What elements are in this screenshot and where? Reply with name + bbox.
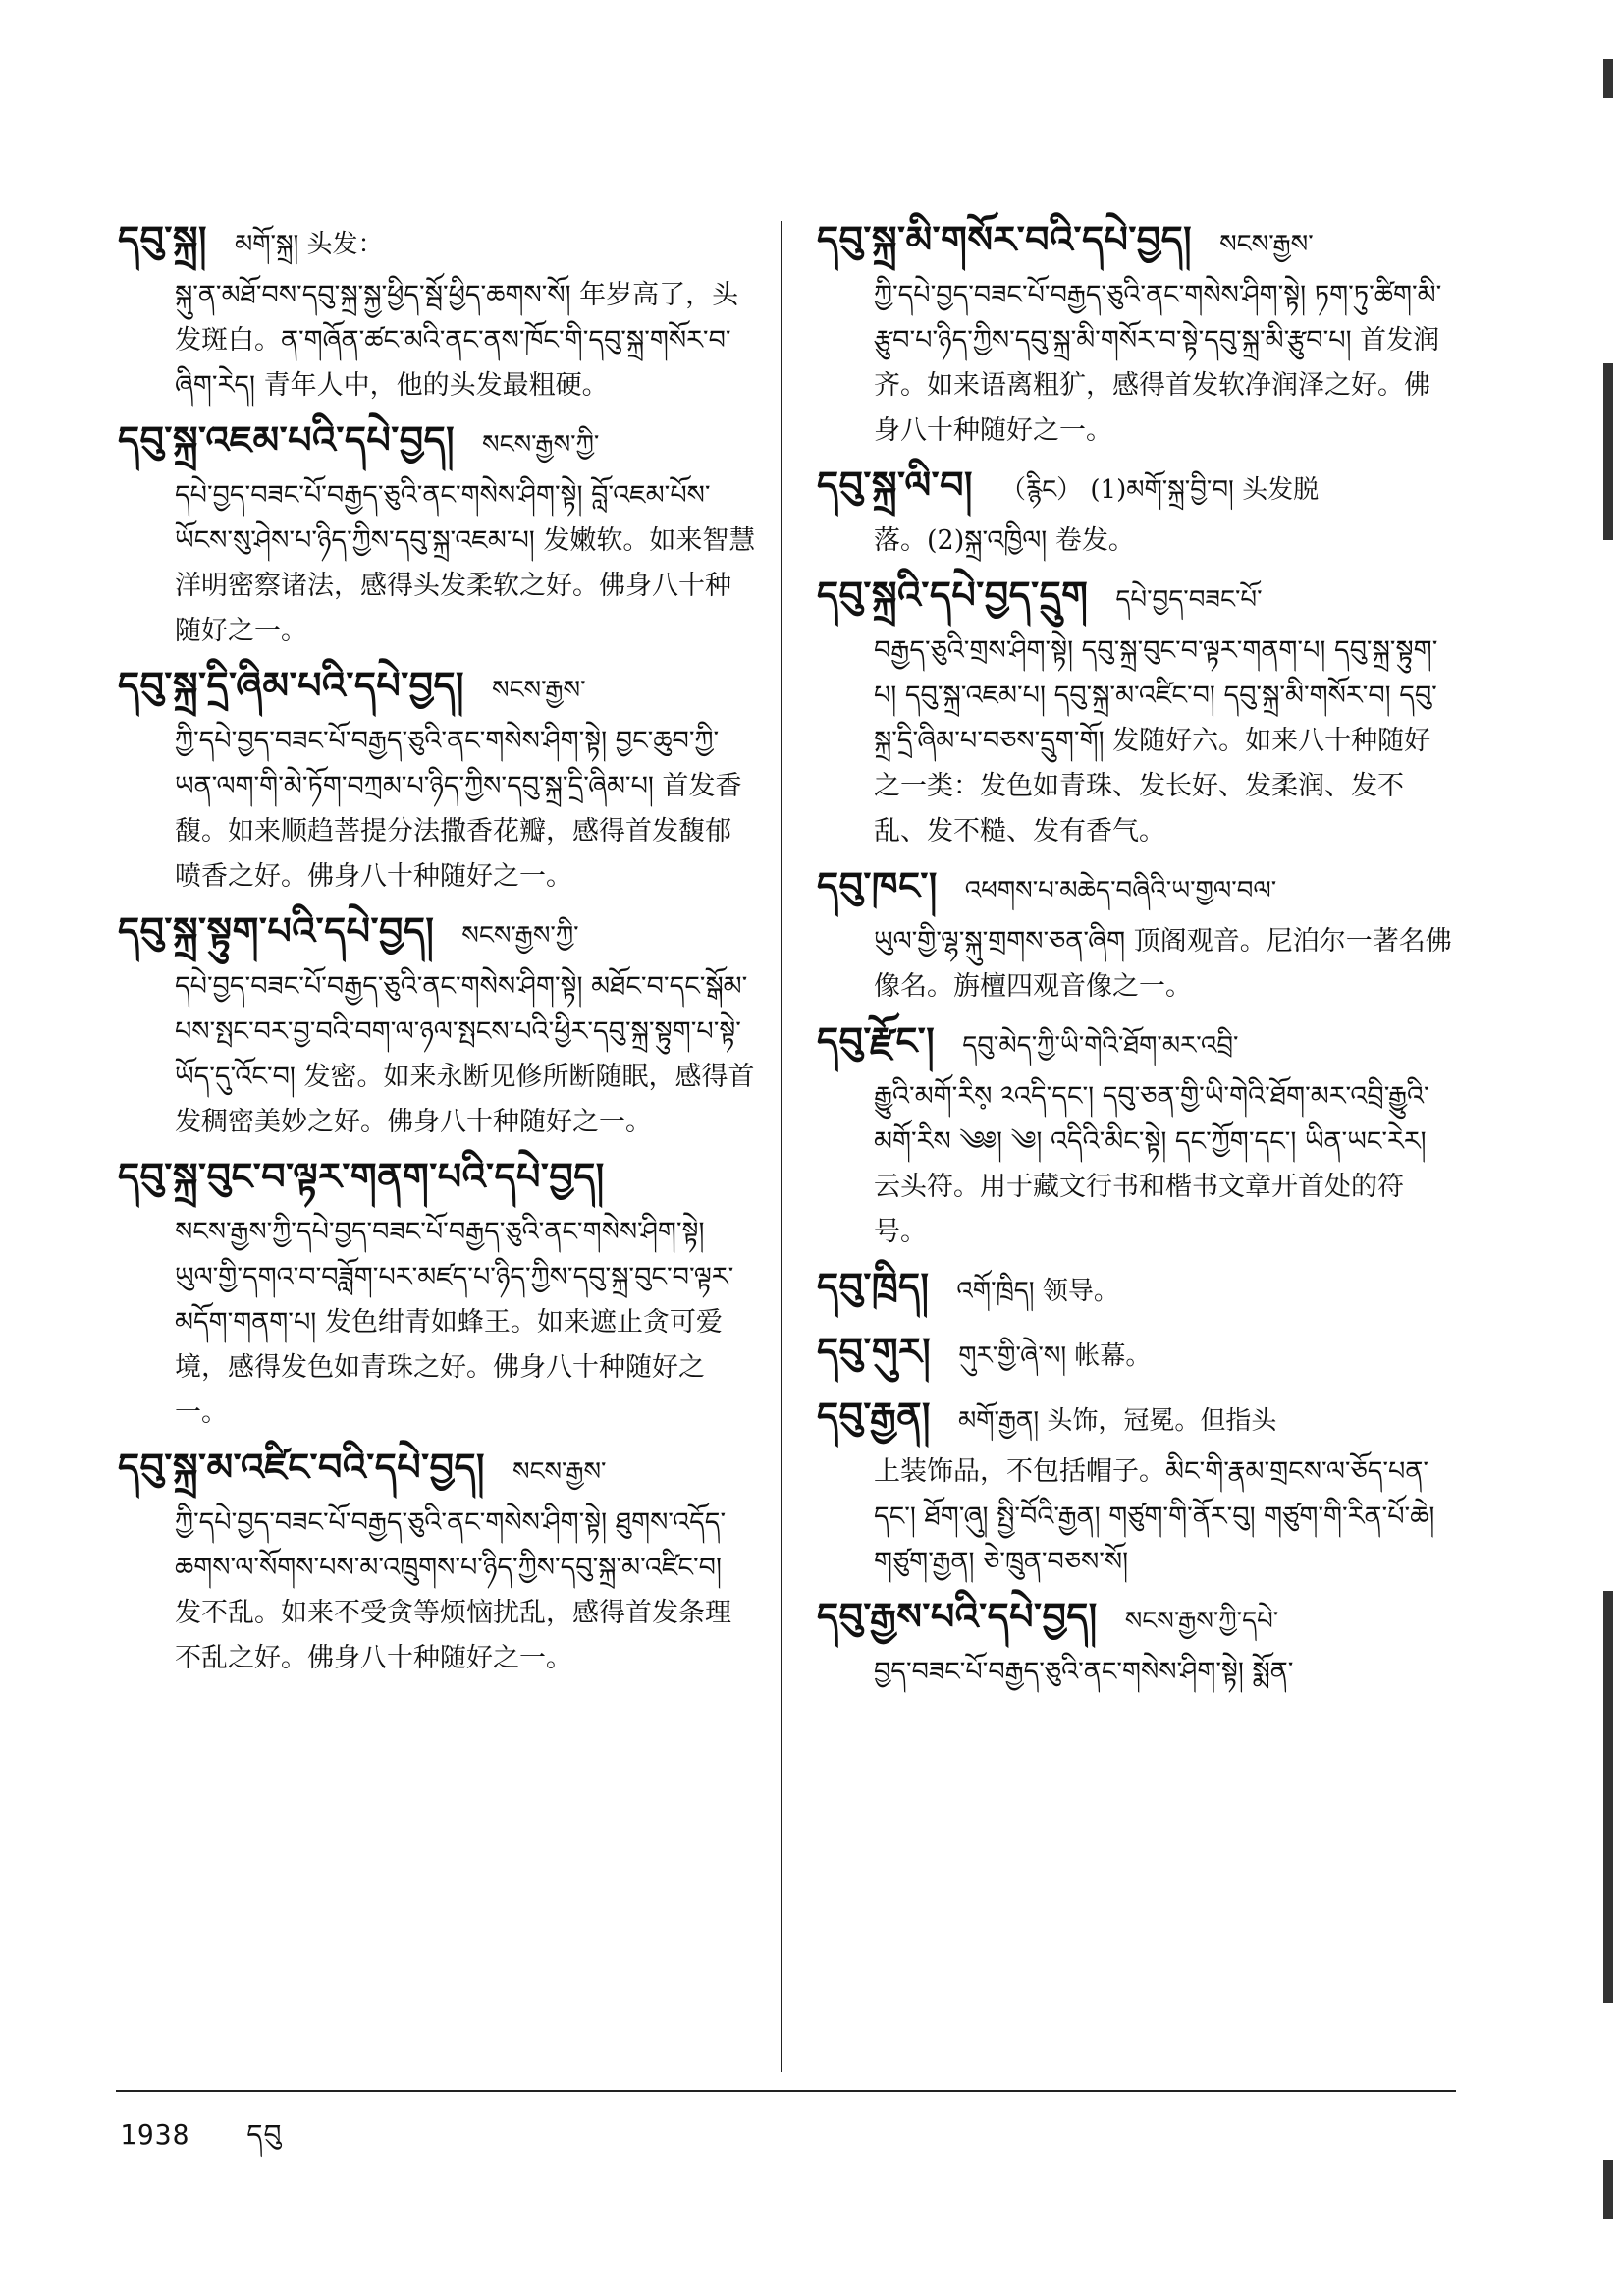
column-divider <box>781 221 782 2072</box>
entry <box>817 570 1455 854</box>
entry-body: 落。(2)སྐྲ་འཁྱིལ། 卷发。 <box>874 525 1135 556</box>
entry-gloss: འཕགས་པ་མཆེད་བཞིའི་ཡ་གྱལ་བལ་ <box>964 876 1277 905</box>
entry-body: 上装饰品，不包括帽子。མིང་གི་རྣམ་གྲངས་ལ་ཅོད་པན་དང་། ཐོག་ཞུ། སྤྱི་བོའི་རྒྱན། གཙུག་གི་ནོར་བུ། གཙུག་གི་རིན་པོ་ཆེ། གཙུག་རྒྱན། ཅེ་ཁྲུན་བཅས་སོ། <box>874 1456 1435 1577</box>
headword: དབུ་སྐྲ། <box>118 217 207 261</box>
entry <box>817 1326 1455 1385</box>
entry-body: དཔེ་བྱད་བཟང་པོ་བརྒྱད་ཅུའི་ནང་གསེས་ཤིག་སྟེ། བློ་འཇམ་པོས་ཡོངས་སུ་ཤེས་པ་ཉིད་ཀྱིས་དབུ་སྐྲ་འཇམ་པ། 发嫩软。如来智慧洋明密察诸法，感得头发柔软之好。佛身八十种随好之一。 <box>175 480 756 646</box>
entry-gloss: （རྙིང） (1)མགོ་སྐྲ་བྱི་བ། 头发脱 <box>999 475 1320 505</box>
entry-gloss: སངས་རྒྱས་ <box>491 676 586 705</box>
entry <box>118 414 756 654</box>
entry-gloss: སངས་རྒྱས་ཀྱི་དཔེ་ <box>1124 1607 1279 1636</box>
headword: དབུ་སྐྲ་སྟུག་པའི་དཔེ་བྱད། <box>118 908 435 953</box>
entry <box>118 905 756 1145</box>
entry <box>817 1591 1455 1695</box>
headword: དབུ་ཁྲིད། <box>817 1264 930 1308</box>
entry <box>118 660 756 900</box>
entry <box>817 214 1455 454</box>
headword: དབུ་སྐྲ་བུང་བ་ལྟར་གནག་པའི་དཔེ་བྱད། <box>118 1154 605 1198</box>
entry-gloss: འགོ་ཁྲིད། 领导。 <box>956 1277 1119 1306</box>
entry <box>817 1261 1455 1320</box>
page-number: 1938 <box>120 2118 190 2151</box>
entry <box>118 1151 756 1436</box>
entry <box>118 214 756 409</box>
entry <box>817 1015 1455 1255</box>
headword: དབུ་རྫོང་། <box>817 1018 936 1063</box>
entry-gloss: མགོ་སྐྲ། 头发： <box>234 230 384 259</box>
entry-gloss: གུར་གྱི་ཞེ་ས། 帐幕。 <box>958 1341 1152 1371</box>
entry-body: བརྒྱད་ཅུའི་གྲས་ཤིག་སྟེ། དབུ་སྐྲ་བུང་བ་ལྟར་གནག་པ། དབུ་སྐྲ་སྟུག་པ། དབུ་སྐྲ་འཇམ་པ། དབུ་སྐྲ་མ་འཛིང་བ། དབུ་སྐྲ་མི་གསོར་བ། དབུ་སྐྲ་དྲི་ཞིམ་པ་བཅས་དྲུག་གོ། 发随好六。如来八十种随好之一类：发色如青珠、发长好、发柔润、发不乱、发不糙、发有香气。 <box>874 635 1438 847</box>
entry-body: རྒྱུའི་མགོ་རིས༷ ༢འདི་དང་། དབུ་ཅན་གྱི་ཡི་གེའི་ཐོག་མར་འབྲི་རྒྱུའི་མགོ་རིས ༄༅། ༄། འདིའི་མིང་སྟེ། དང་ཀྱོག་དང་། ཡིན་ཡང་རེར། 云头符。用于藏文行书和楷书文章开首处的符号。 <box>874 1081 1429 1247</box>
headword: དབུ་ཁང་། <box>817 863 938 907</box>
left-column <box>118 214 756 1687</box>
entry-body: དཔེ་བྱད་བཟང་པོ་བརྒྱད་ཅུའི་ནང་གསེས་ཤིག་སྟེ། མཐོང་བ་དང་སྒོམ་པས་སྤང་བར་བྱ་བའི་བག་ལ་ཉལ་སྤངས་པའི་ཕྱིར་དབུ་སྐྲ་སྟུག་པ་སྟེ་ཡོད་དུ་འོང་བ། 发密。如来永断见修所断随眠，感得首发稠密美妙之好。佛身八十种随好之一。 <box>175 971 755 1137</box>
entry-gloss: དབུ་མེད་ཀྱི་ཡི་གེའི་ཐོག་མར་འབྲི་ <box>962 1031 1239 1061</box>
entry <box>118 1442 756 1681</box>
entry-gloss: སངས་རྒྱས་ཀྱི་ <box>482 430 600 460</box>
right-column <box>817 214 1455 1701</box>
footer-rule <box>116 2090 1456 2092</box>
headword: དབུ་སྐྲ་མི་གསོར་བའི་དཔེ་བྱད། <box>817 217 1193 261</box>
entry-body: ཀྱི་དཔེ་བྱད་བཟང་པོ་བརྒྱད་ཅུའི་ནང་གསེས་ཤིག་སྟེ། ཏག་ཏུ་ཚིག་མི་རྩུབ་པ་ཉིད་ཀྱིས་དབུ་སྐྲ་མི་གསོར་བ་སྟེ་དབུ་སྐྲ་མི་རྩུབ་པ། 首发润齐。如来语离粗犷，感得首发软净润泽之好。佛身八十种随好之一。 <box>874 280 1442 446</box>
headword: དབུ་སྐྲ་དྲི་ཞིམ་པའི་དཔེ་བྱད། <box>118 663 464 707</box>
headword: དབུ་རྒྱན། <box>817 1394 931 1438</box>
entry-body: སངས་རྒྱས་ཀྱི་དཔེ་བྱད་བཟང་པོ་བརྒྱད་ཅུའི་ནང་གསེས་ཤིག་སྟེ། ཡུལ་གྱི་དགའ་བ་བཟློག་པར་མཛད་པ་ཉིད་ཀྱིས་དབུ་སྐྲ་བུང་བ་ལྟར་མདོག་གནག་པ། 发色绀青如蜂王。如来遮止贪可爱境，感得发色如青珠之好。佛身八十种随好之一。 <box>175 1217 734 1428</box>
headword: དབུ་རྒྱས་པའི་དཔེ་བྱད། <box>817 1594 1098 1638</box>
entry-gloss: སངས་རྒྱས་ <box>512 1457 607 1487</box>
headword: དབུ་སྐྲ་ལི་བ། <box>817 463 973 507</box>
scan-edge-marks <box>1597 0 1617 2296</box>
page-footer <box>120 2104 282 2181</box>
entry <box>817 1391 1455 1585</box>
headword: དབུ་སྐྲ་མ་འཛིང་བའི་དཔེ་བྱད། <box>118 1445 485 1489</box>
entry-gloss: མགོ་རྒྱན། 头饰，冠冕。但指头 <box>957 1406 1277 1436</box>
entry-body: སྐུ་ན་མཐོ་བས་དབུ་སྐྲ་སྐྱ་ཕྱིད་སྦོ་ཕྱིད་ཆགས་སོ། 年岁高了，头发斑白。ན་གཞོན་ཚང་མའི་ནང་ནས་ཁོང་གི་དབུ་སྐྲ་གསོར་བ་ཞིག་རེད། 青年人中，他的头发最粗硬。 <box>175 280 739 401</box>
entry-gloss: སངས་རྒྱས་ཀྱི་ <box>461 921 579 951</box>
entry-gloss: དཔེ་བྱད་བཟང་པོ་ <box>1115 585 1263 615</box>
entry-body: བྱད་བཟང་པོ་བརྒྱད་ཅུའི་ནང་གསེས་ཤིག་སྟེ། སྨོན་ <box>874 1657 1294 1687</box>
entry-body: ཡུལ་གྱི་ལྷ་སྐུ་གྲགས་ཅན་ཞིག 顶阁观音。尼泊尔一著名佛像名。旃檀四观音像之一。 <box>874 926 1452 1002</box>
headword: དབུ་སྐྲའི་དཔེ་བྱད་དྲུག <box>817 573 1089 617</box>
headword: དབུ་སྐྲ་འཇམ་པའི་དཔེ་བྱད། <box>118 417 456 462</box>
headword: དབུ་གུར། <box>817 1329 932 1373</box>
entry <box>817 460 1455 564</box>
running-head: དབུ <box>246 2118 283 2151</box>
entry-body: ཀྱི་དཔེ་བྱད་བཟང་པོ་བརྒྱད་ཅུའི་ནང་གསེས་ཤིག་སྟེ། ཐུགས་འདོད་ཆགས་ལ་སོགས་པས་མ་འཁྲུགས་པ་ཉིད་ཀྱིས་དབུ་སྐྲ་མ་འཛིང་བ། 发不乱。如来不受贪等烦恼扰乱，感得首发条理不乱之好。佛身八十种随好之一。 <box>175 1507 731 1673</box>
entry-gloss: སངས་རྒྱས་ <box>1219 230 1314 259</box>
entry <box>817 860 1455 1010</box>
entry-body: ཀྱི་དཔེ་བྱད་བཟང་པོ་བརྒྱད་ཅུའི་ནང་གསེས་ཤིག་སྟེ། བྱང་ཆུབ་ཀྱི་ཡན་ལག་གི་མེ་ཏོག་བཀྲམ་པ་ཉིད་ཀྱིས་དབུ་སྐྲ་དྲི་ཞིམ་པ། 首发香馥。如来顺趋菩提分法撒香花瓣，感得首发馥郁喷香之好。佛身八十种随好之一。 <box>175 726 742 892</box>
